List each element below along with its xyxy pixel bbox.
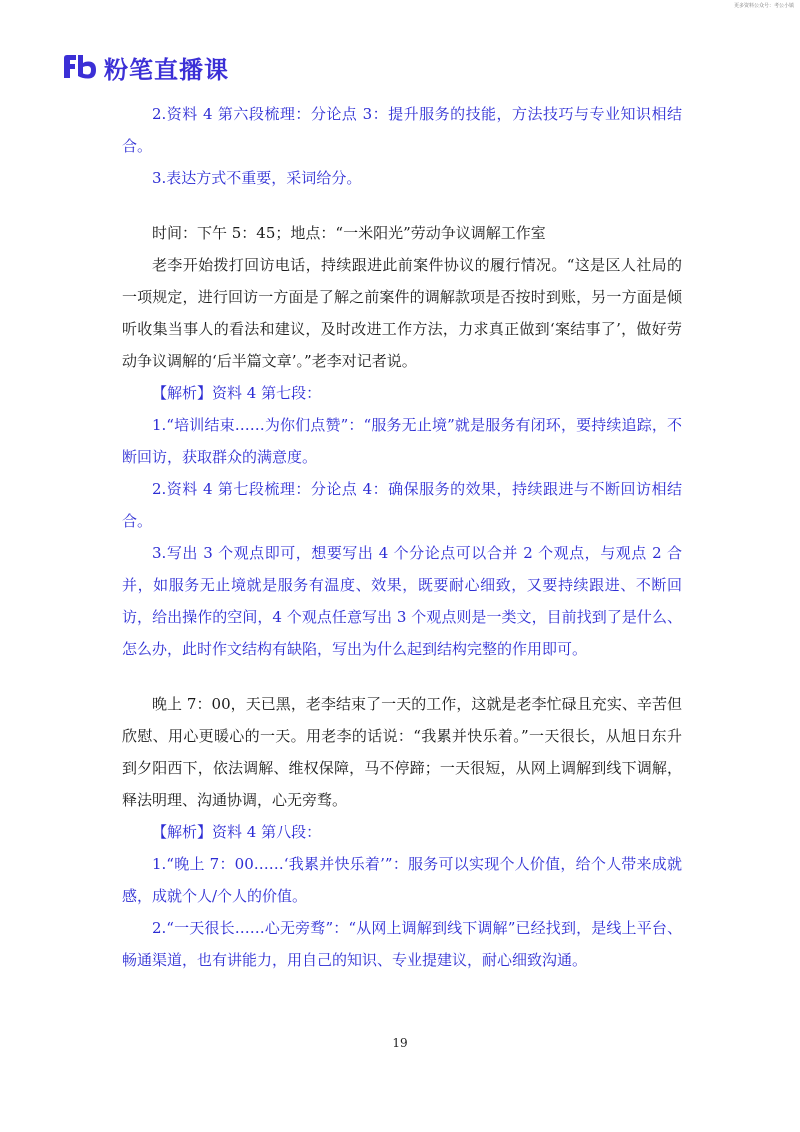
document-body	[122, 98, 682, 976]
analysis-paragraph: 2.资料 4 第七段梳理：分论点 4：确保服务的效果，持续跟进与不断回访相结合。	[122, 480, 682, 530]
analysis-paragraph: 3.表达方式不重要，采词给分。	[152, 169, 362, 187]
analysis-paragraph: 1.“培训结束……为你们点赞”：“服务无止境”就是服务有闭环，要持续追踪，不断回访，获取群众的满意度。	[122, 416, 682, 466]
paragraph-gap	[122, 665, 682, 688]
brand-logo	[62, 52, 229, 82]
paragraph-gap	[122, 194, 682, 217]
analysis-paragraph: 1.“晚上 7：00……‘我累并快乐着’”：服务可以实现个人价值，给个人带来成就感，成就个人/个人的价值。	[122, 855, 682, 905]
material-paragraph: 老李开始拨打回访电话，持续跟进此前案件协议的履行情况。“这是区人社局的一项规定，进行回访一方面是了解之前案件的调解款项是否按时到账，另一方面是倾听收集当事人的看法和建议，及时改进工作方法，力求真正做到‘案结事了’，做好劳动争议调解的‘后半篇文章’。”老李对记者说。	[122, 256, 682, 370]
material-paragraph: 晚上 7：00，天已黑，老李结束了一天的工作，这就是老李忙碌且充实、辛苦但欣慰、用心更暖心的一天。用老李的话说：“我累并快乐着。”一天很长，从旭日东升到夕阳西下，依法调解、维权保障，马不停蹄；一天很短，从网上调解到线下调解，释法明理、沟通协调，心无旁骛。	[122, 695, 682, 809]
analysis-paragraph: 2.资料 4 第六段梳理：分论点 3：提升服务的技能，方法技巧与专业知识相结合。	[122, 105, 682, 155]
analysis-heading: 【解析】资料 4 第七段：	[152, 384, 322, 402]
page-number: 19	[392, 1036, 408, 1050]
brand-name: 粉笔直播课	[104, 55, 229, 84]
analysis-paragraph: 2.“一天很长……心无旁骛”：“从网上调解到线下调解”已经找到，是线上平台、畅通渠道，也有讲能力，用自己的知识、专业提建议，耐心细致沟通。	[122, 919, 682, 969]
analysis-paragraph: 3.写出 3 个观点即可，想要写出 4 个分论点可以合并 2 个观点，与观点 2 合并，如服务无止境就是服务有温度、效果，既要耐心细致，又要持续跟进、不断回访，给出操作的空间，4 个观点任意写出 3 个观点则是一类文，目前找到了是什么、怎么办，此时作文结构有缺陷，写出为什么起到结构完整的作用即可。	[122, 544, 682, 658]
material-heading: 时间：下午 5：45；地点：“一米阳光”劳动争议调解工作室	[152, 224, 546, 242]
corner-note: 更多资料公众号：考公小镇	[733, 3, 794, 9]
analysis-heading: 【解析】资料 4 第八段：	[152, 823, 322, 841]
fb-logo-icon	[62, 54, 98, 80]
